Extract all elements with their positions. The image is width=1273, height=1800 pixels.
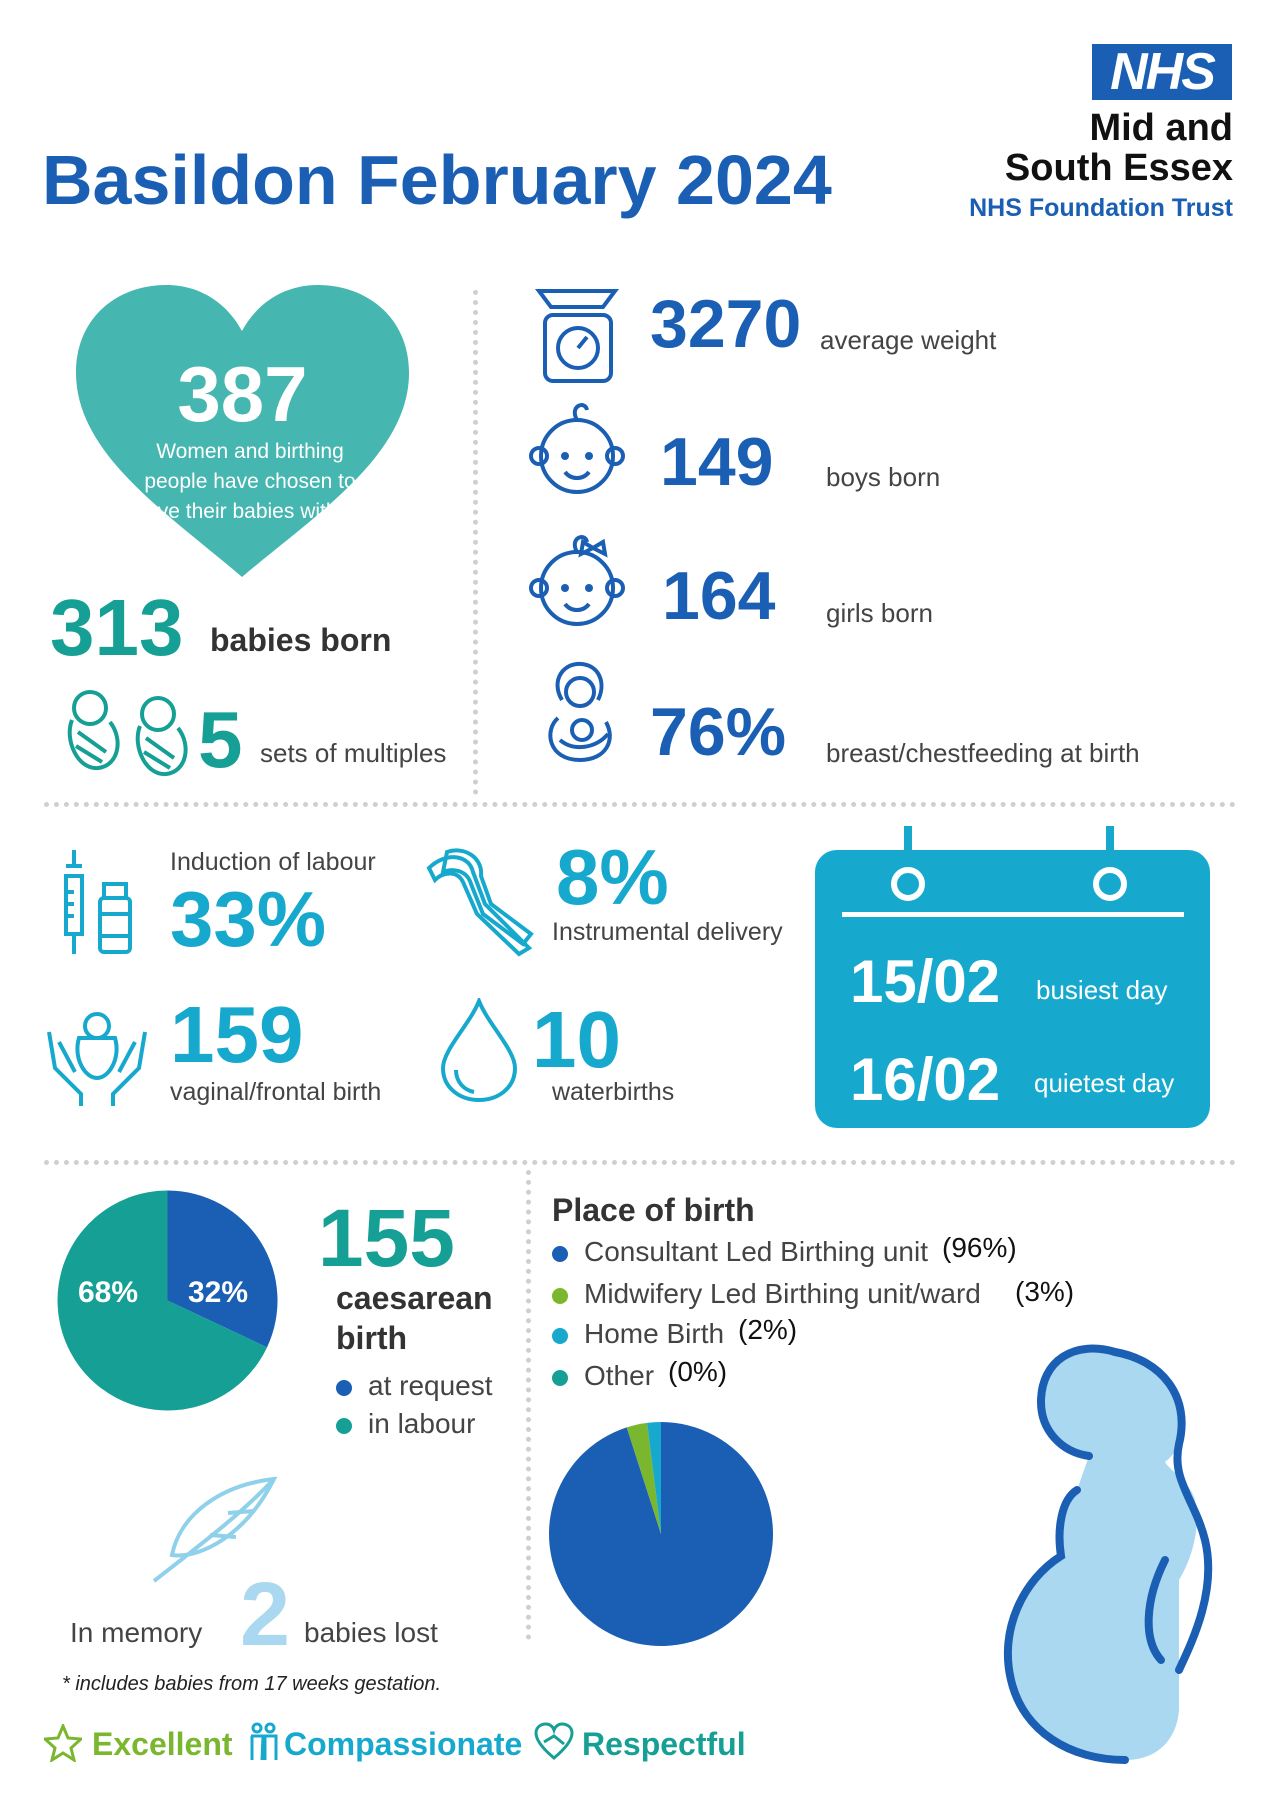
instrumental-label: Instrumental delivery: [552, 918, 783, 946]
pie-label-request: 32%: [188, 1276, 249, 1309]
waterbirths-label: waterbirths: [552, 1078, 675, 1106]
forceps-icon: [425, 848, 535, 958]
value-compassionate: Compassionate: [284, 1726, 523, 1762]
people-icon: [248, 1722, 278, 1762]
value-respectful: Respectful: [582, 1726, 746, 1762]
induction-number: 33%: [170, 875, 327, 963]
caesarean-label-2: birth: [336, 1320, 408, 1356]
calendar-line: [842, 912, 1184, 917]
org-name-line2: South Essex: [1004, 147, 1233, 189]
place-item-midwifery: [552, 1278, 981, 1310]
legend-dot-teal: [336, 1418, 352, 1434]
quietest-date: 16/02: [850, 1046, 1001, 1113]
divider-horizontal-1: [44, 802, 1236, 807]
heart-text: Women and birthing people have chosen to have their babies with us: [134, 440, 366, 523]
calendar-ring-right-icon: [1092, 826, 1128, 906]
weight-number: 3270: [650, 286, 802, 362]
legend-at-request: [336, 1370, 493, 1402]
memory-prefix: In memory: [70, 1617, 203, 1648]
quietest-label: quietest day: [1034, 1068, 1175, 1098]
pie-label-labour: 68%: [78, 1276, 139, 1309]
memory-label: babies lost: [304, 1617, 438, 1648]
baby-girl-icon: [525, 532, 630, 632]
place-item-midwifery-label: Midwifery Led Birthing unit/ward: [584, 1278, 981, 1309]
legend-dot-blue: [336, 1380, 352, 1396]
page-title: Basildon February 2024: [42, 141, 832, 219]
divider-vertical-bottom: [526, 1170, 531, 1640]
weight-label: average weight: [820, 325, 997, 355]
place-dot-teal: [552, 1370, 568, 1386]
babies-born-label: babies born: [210, 622, 392, 658]
legend-at-request-label: at request: [368, 1370, 493, 1401]
star-icon: [44, 1724, 82, 1762]
feeding-number: 76%: [650, 694, 787, 770]
multiples-number: 5: [198, 695, 243, 784]
boys-number: 149: [660, 424, 774, 500]
place-item-other-value: (0%): [668, 1356, 728, 1387]
busiest-date: 15/02: [850, 948, 1001, 1015]
twins-icon: [58, 680, 193, 780]
heart-number: 387: [177, 350, 308, 438]
place-dot-blue: [552, 1246, 568, 1262]
pregnant-woman-illustration: [965, 1340, 1235, 1780]
scale-icon: [535, 285, 620, 385]
induction-label: Induction of labour: [170, 848, 376, 876]
busiest-label: busiest day: [1036, 975, 1168, 1005]
place-pie-chart: [545, 1418, 777, 1650]
baby-boy-icon: [525, 400, 630, 500]
value-excellent: Excellent: [92, 1726, 233, 1762]
org-name-line3: NHS Foundation Trust: [969, 194, 1233, 222]
divider-horizontal-2: [44, 1160, 1236, 1165]
girls-number: 164: [662, 558, 776, 634]
memory-number: 2: [240, 1565, 291, 1665]
place-dot-green: [552, 1288, 568, 1304]
place-item-home-label: Home Birth: [584, 1318, 725, 1349]
instrumental-number: 8%: [556, 833, 669, 921]
water-drop-icon: [440, 998, 518, 1103]
calendar-ring-left-icon: [890, 826, 926, 906]
girls-label: girls born: [826, 598, 933, 628]
nhs-logo: NHS: [1092, 44, 1232, 100]
heart-hands-icon: [534, 1722, 574, 1762]
memory-note: * includes babies from 17 weeks gestation.: [62, 1673, 442, 1695]
syringe-icon: [58, 848, 136, 956]
legend-in-labour: [336, 1408, 475, 1440]
place-item-midwifery-value: (3%): [1015, 1276, 1075, 1307]
org-name-line1: Mid and: [1089, 107, 1233, 149]
place-item-home: [552, 1318, 724, 1350]
vaginal-label: vaginal/frontal birth: [170, 1078, 382, 1106]
place-item-consultant-value: (96%): [942, 1232, 1017, 1263]
heart-panel: [70, 285, 415, 585]
feeding-label: breast/chestfeeding at birth: [826, 738, 1140, 768]
caesarean-number: 155: [318, 1193, 455, 1284]
hands-baby-icon: [45, 1008, 149, 1108]
legend-in-labour-label: in labour: [368, 1408, 476, 1439]
place-item-home-value: (2%): [738, 1314, 798, 1345]
place-item-consultant-label: Consultant Led Birthing unit: [584, 1236, 928, 1267]
place-item-other-label: Other: [584, 1360, 655, 1391]
multiples-label: sets of multiples: [260, 738, 447, 768]
caesarean-label-1: caesarean: [336, 1280, 493, 1316]
waterbirths-number: 10: [532, 995, 621, 1084]
place-item-other: [552, 1360, 654, 1392]
divider-vertical-top: [473, 290, 478, 795]
babies-born-number: 313: [50, 583, 184, 672]
vaginal-number: 159: [170, 990, 304, 1079]
breastfeeding-icon: [540, 660, 620, 765]
place-item-consultant: [552, 1236, 928, 1268]
boys-label: boys born: [826, 462, 941, 492]
place-title: Place of birth: [552, 1192, 755, 1228]
place-dot-cyan: [552, 1328, 568, 1344]
